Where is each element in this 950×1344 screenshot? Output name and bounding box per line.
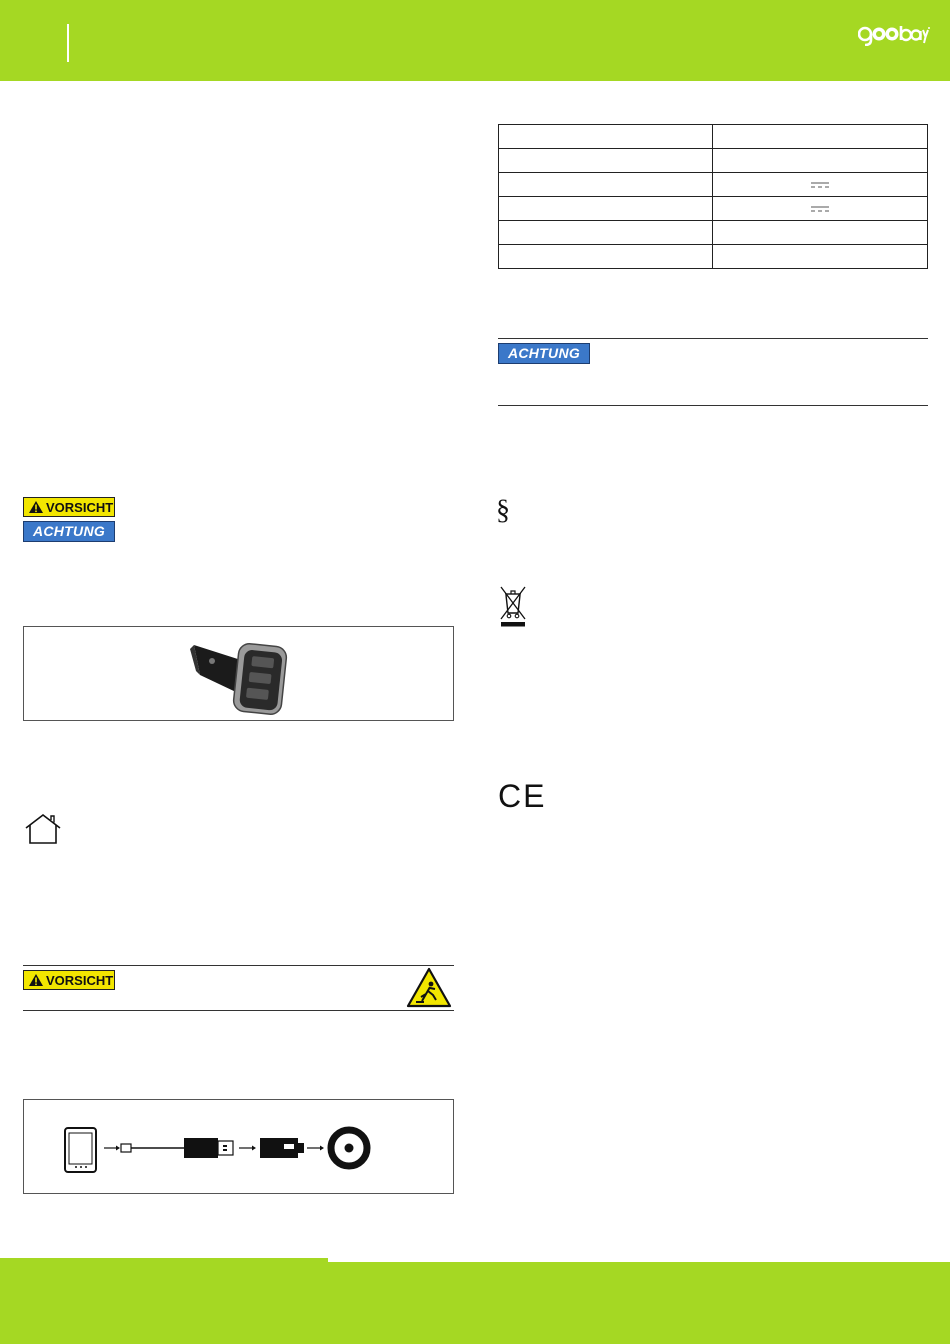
spec-key-cell — [499, 149, 713, 173]
achtung-label — [23, 521, 115, 542]
house-icon — [23, 813, 63, 845]
spec-key-cell — [499, 125, 713, 149]
car-charger-icon — [260, 1138, 304, 1158]
connection-diagram-frame — [23, 1099, 454, 1194]
achtung-rule-bottom — [498, 405, 928, 406]
tripping-hazard-icon — [406, 967, 452, 1008]
section-rule-top — [23, 965, 454, 966]
dc-current-icon — [811, 206, 829, 212]
car-charger-image — [186, 631, 312, 717]
spec-row — [499, 197, 928, 221]
cigarette-socket-icon — [331, 1130, 367, 1166]
spec-value-cell — [713, 125, 928, 149]
smartphone-icon — [65, 1128, 96, 1172]
spec-row — [499, 245, 928, 269]
spec-value-cell — [713, 197, 928, 221]
spec-row — [499, 221, 928, 245]
paragraph-symbol: § — [496, 495, 510, 526]
spec-value-cell — [713, 173, 928, 197]
spec-value-cell — [713, 221, 928, 245]
spec-value-cell — [713, 245, 928, 269]
header-divider — [67, 24, 69, 62]
spec-key-cell — [499, 245, 713, 269]
spec-value-cell — [713, 149, 928, 173]
vorsicht-label-2 — [23, 970, 115, 990]
spec-row — [499, 125, 928, 149]
specification-table — [498, 124, 928, 269]
vorsicht-text-2: VORSICHT — [46, 973, 114, 988]
product-image-frame — [23, 626, 454, 721]
connection-diagram — [24, 1100, 453, 1193]
spec-key-cell — [499, 173, 713, 197]
usb-plug-icon — [184, 1138, 218, 1158]
spec-row — [499, 173, 928, 197]
achtung-label-2 — [498, 343, 590, 364]
weee-crossed-bin-icon — [499, 585, 527, 627]
achtung-text-2: ACHTUNG — [507, 345, 581, 361]
achtung-text: ACHTUNG — [32, 523, 106, 539]
spec-key-cell — [499, 197, 713, 221]
vorsicht-text: VORSICHT — [46, 500, 114, 515]
dc-current-icon — [811, 182, 829, 188]
warning-triangle-icon — [28, 500, 44, 514]
header-bar — [0, 0, 950, 81]
micro-usb-plug-icon — [121, 1144, 131, 1152]
footer-bar — [0, 1262, 950, 1344]
warning-triangle-icon — [28, 973, 44, 987]
achtung-rule-top — [498, 338, 928, 339]
ce-mark: CE — [498, 778, 547, 814]
spec-key-cell — [499, 221, 713, 245]
goobay-logo — [858, 24, 930, 46]
section-rule-bottom — [23, 1010, 454, 1011]
spec-row — [499, 149, 928, 173]
vorsicht-label — [23, 497, 115, 517]
